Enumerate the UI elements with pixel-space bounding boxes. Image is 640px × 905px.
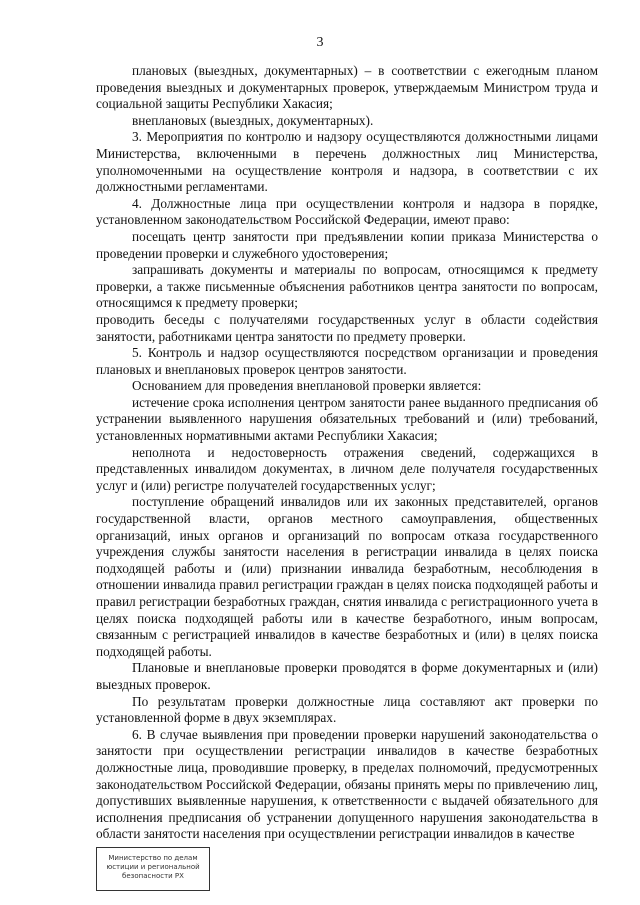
paragraph: 4. Должностные лица при осуществлении контроля и надзора в порядке, установленном законодательством Российской Федерации, имеют право:: [96, 195, 598, 228]
paragraph: запрашивать документы и материалы по вопросам, относящимся к предмету проверки, а также письменные объяснения работников центра занятости по вопросам, относящимся к предмету проверки;: [96, 262, 598, 311]
stamp-line: Министерство по делам: [108, 854, 198, 862]
paragraph: неполнота и недостоверность отражения сведений, содержащихся в представленных инвалидом документах, в личном деле получателя государственных услуг и (или) регистре получателей государственных услуг;: [96, 444, 598, 493]
paragraph: 3. Мероприятия по контролю и надзору осуществляются должностными лицами Министерства, включенными в перечень должностных лиц Министерства, уполномоченными на осуществление контроля и надзора, в соответствии с их должностными регламентами.: [96, 129, 598, 195]
paragraph: По результатам проверки должностные лица составляют акт проверки по установленной форме в двух экземплярах.: [96, 693, 598, 726]
paragraph: посещать центр занятости при предъявлении копии приказа Министерства о проведении проверки и служебного удостоверения;: [96, 228, 598, 261]
page-number: 3: [316, 35, 324, 50]
paragraph: плановых (выездных, документарных) – в соответствии с ежегодным планом проведения выездных и документарных проверок, утверждаемым Министром труда и социальной защиты Республики Хакасия;: [96, 63, 598, 112]
paragraph: истечение срока исполнения центром занятости ранее выданного предписания об устранении выявленного нарушения обязательных требований и (или) требований, установленных нормативными актами Республики Хакасия;: [96, 394, 598, 444]
paragraph: проводить беседы с получателями государственных услуг в области содействия занятости, работниками центра занятости по предмету проверки.: [96, 311, 598, 344]
stamp-line: юстиции и региональной: [106, 863, 200, 871]
paragraph: Плановые и внеплановые проверки проводятся в форме документарных и (или) выездных проверок.: [96, 660, 598, 692]
stamp-line: безопасности РХ: [122, 872, 184, 880]
paragraph: поступление обращений инвалидов или их законных представителей, органов государственной власти, органов местного самоуправления, общественных организаций, иных органов и организаций по вопросам отказа государственного учреждения службы занятости населения в регистрации инвалида в целях поиска подходящей работы и (или) признании инвалида безработным, несоблюдения в отношении инвалида правил регистрации граждан в целях поиска подходящей работы и правил регистрации безработных граждан, снятия инвалида с регистрационного учета в целях поиска подходящей работы или в качестве безработного, иным вопросам, связанным с регистрацией инвалидов в качестве безработных и (или) в целях поиска подходящей работы.: [96, 494, 598, 659]
paragraph: 5. Контроль и надзор осуществляются посредством организации и проведения плановых и внеплановых проверок центров занятости.: [96, 345, 598, 377]
paragraph: внеплановых (выездных, документарных).: [132, 112, 374, 128]
paragraph: 6. В случае выявления при проведении проверки нарушений законодательства о занятости при осуществлении регистрации инвалидов в качестве безработных должностные лица, проводившие проверку, в пределах полномочий, предусмотренных законодательством Российской Федерации, обязаны принять меры по привлечению лиц, допустивших выявленные нарушения, к ответственности с выдачей обязательного для исполнения предписания об устранении допущенного нарушения законодательства в области занятости населения при осуществлении регистрации инвалидов в качестве: [96, 726, 598, 842]
document-body: [96, 63, 598, 843]
paragraph: Основанием для проведения внеплановой проверки является:: [132, 378, 482, 394]
registration-stamp: [96, 847, 210, 891]
